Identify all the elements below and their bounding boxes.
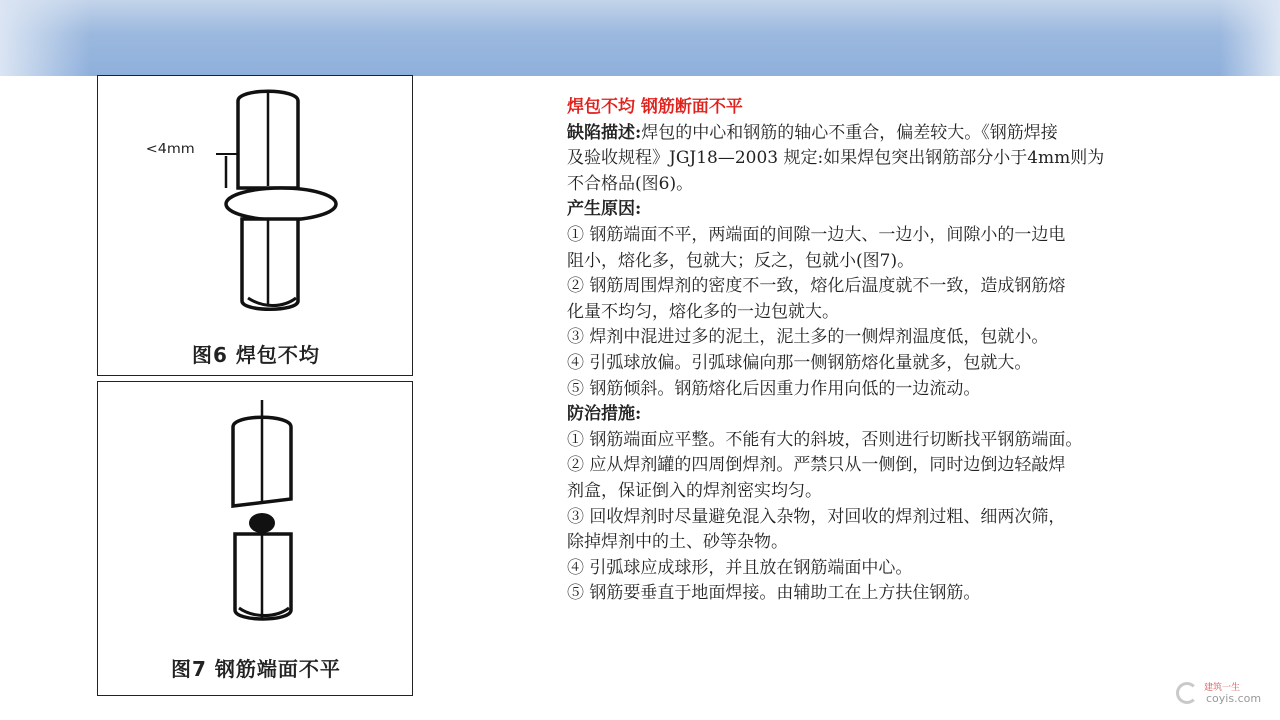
- figure-6-drawing: [98, 76, 414, 377]
- text-line: [567, 300, 1227, 326]
- text-line: [567, 505, 1227, 531]
- line-text: 化量不均匀，熔化多的一边包就大。: [567, 301, 839, 322]
- text-line: [567, 530, 1227, 556]
- text-line: [567, 121, 1227, 147]
- line-text: 及验收规程》JGJ18—2003 规定:如果焊包突出钢筋部分小于4mm则为: [567, 148, 1105, 169]
- line-text: ① 钢筋端面应平整。不能有大的斜坡，否则进行切断找平钢筋端面。: [567, 429, 1083, 450]
- section-title: 焊包不均 钢筋断面不平: [567, 97, 743, 117]
- watermark-url: coyis.com: [1206, 692, 1262, 705]
- line-text: 焊包的中心和钢筋的轴心不重合，偏差较大。《钢筋焊接: [641, 122, 1058, 143]
- line-text: ② 钢筋周围焊剂的密度不一致，熔化后温度就不一致，造成钢筋熔: [567, 276, 1066, 297]
- line-text: ③ 焊剂中混进过多的泥土，泥土多的一侧焊剂温度低，包就小。: [567, 327, 1049, 348]
- figure-7-uneven-bar-end: [97, 381, 413, 696]
- text-line: [567, 479, 1227, 505]
- text-line: [567, 402, 1227, 428]
- header-bar: [0, 0, 1280, 76]
- line-text: ④ 引弧球应成球形，并且放在钢筋端面中心。: [567, 557, 913, 578]
- text-line: [567, 325, 1227, 351]
- line-text: ⑤ 钢筋要垂直于地面焊接。由辅助工在上方扶住钢筋。: [567, 583, 981, 604]
- dimension-label: <4mm: [145, 142, 195, 157]
- figure-7-caption: 图7 钢筋端面不平: [171, 657, 341, 681]
- text-line: [567, 428, 1227, 454]
- watermark-logo-icon: [1176, 682, 1198, 704]
- line-text: 不合格品(图6)。: [567, 173, 694, 194]
- watermark-site-name: 建筑一生: [1204, 683, 1241, 693]
- text-line: [567, 581, 1227, 607]
- line-text: ② 应从焊剂罐的四周倒焊剂。严禁只从一侧倒，同时边倒边轻敲焊: [567, 455, 1066, 476]
- text-line: [567, 377, 1227, 403]
- defect-description-text: [567, 95, 1227, 607]
- text-line: [567, 453, 1227, 479]
- figure-7-drawing: [98, 382, 414, 697]
- line-text: ③ 回收焊剂时尽量避免混入杂物，对回收的焊剂过粗、细两次筛，: [567, 506, 1066, 527]
- line-text: 除掉焊剂中的土、砂等杂物。: [567, 532, 788, 553]
- line-text: ④ 引弧球放偏。引弧球偏向那一侧钢筋熔化量就多，包就大。: [567, 352, 1032, 373]
- line-text: ⑤ 钢筋倾斜。钢筋熔化后因重力作用向低的一边流动。: [567, 378, 981, 399]
- line-label: 产生原因:: [567, 199, 642, 220]
- text-line: [567, 249, 1227, 275]
- line-text: ① 钢筋端面不平，两端面的间隙一边大、一边小，间隙小的一边电: [567, 224, 1066, 245]
- text-line: [567, 556, 1227, 582]
- figure-6-uneven-weld-bulge: [97, 75, 413, 376]
- line-label: 缺陷描述:: [567, 122, 642, 143]
- line-text: 阻小，熔化多，包就大；反之，包就小(图7)。: [567, 250, 915, 271]
- text-line: [567, 146, 1227, 172]
- line-text: 剂盒，保证倒入的焊剂密实均匀。: [567, 480, 822, 501]
- line-label: 防治措施:: [567, 404, 642, 425]
- text-line: [567, 172, 1227, 198]
- text-line: [567, 223, 1227, 249]
- text-line: [567, 351, 1227, 377]
- text-line: [567, 197, 1227, 223]
- text-line: [567, 274, 1227, 300]
- figure-6-caption: 图6 焊包不均: [192, 343, 320, 367]
- watermark: [1176, 680, 1276, 710]
